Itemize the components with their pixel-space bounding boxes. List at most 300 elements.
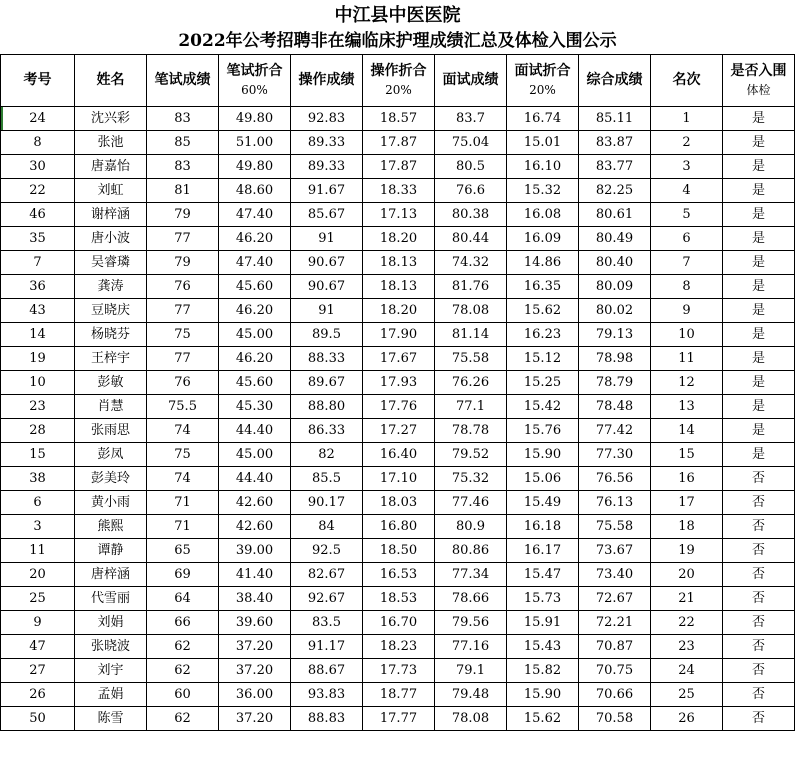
table-cell[interactable]: 76 bbox=[147, 275, 219, 299]
table-cell[interactable]: 80.86 bbox=[435, 539, 507, 563]
table-cell[interactable]: 45.30 bbox=[219, 395, 291, 419]
table-cell[interactable]: 64 bbox=[147, 587, 219, 611]
table-cell[interactable]: 77 bbox=[147, 299, 219, 323]
table-cell[interactable]: 9 bbox=[1, 611, 75, 635]
column-header[interactable] bbox=[579, 55, 651, 107]
table-cell[interactable]: 36.00 bbox=[219, 683, 291, 707]
table-cell[interactable]: 88.80 bbox=[291, 395, 363, 419]
table-cell[interactable]: 彭敏 bbox=[75, 371, 147, 395]
table-cell[interactable]: 26 bbox=[1, 683, 75, 707]
table-cell[interactable]: 69 bbox=[147, 563, 219, 587]
table-cell[interactable]: 76.26 bbox=[435, 371, 507, 395]
table-cell[interactable]: 92.5 bbox=[291, 539, 363, 563]
table-cell[interactable]: 16.70 bbox=[363, 611, 435, 635]
table-cell[interactable]: 70.87 bbox=[579, 635, 651, 659]
table-cell[interactable]: 74.32 bbox=[435, 251, 507, 275]
table-cell[interactable]: 豆晓庆 bbox=[75, 299, 147, 323]
table-cell[interactable]: 90.67 bbox=[291, 275, 363, 299]
table-cell[interactable]: 是 bbox=[723, 419, 795, 443]
table-cell[interactable]: 77.46 bbox=[435, 491, 507, 515]
table-cell[interactable]: 16.10 bbox=[507, 155, 579, 179]
table-cell[interactable]: 77.16 bbox=[435, 635, 507, 659]
table-cell[interactable]: 83.77 bbox=[579, 155, 651, 179]
table-cell[interactable]: 代雪丽 bbox=[75, 587, 147, 611]
table-cell[interactable]: 49.80 bbox=[219, 107, 291, 131]
table-cell[interactable]: 2 bbox=[651, 131, 723, 155]
table-cell[interactable]: 18.53 bbox=[363, 587, 435, 611]
table-cell[interactable]: 19 bbox=[651, 539, 723, 563]
table-cell[interactable]: 45.60 bbox=[219, 371, 291, 395]
table-cell[interactable]: 18.13 bbox=[363, 251, 435, 275]
table-cell[interactable]: 45.00 bbox=[219, 323, 291, 347]
table-cell[interactable]: 72.21 bbox=[579, 611, 651, 635]
table-cell[interactable]: 10 bbox=[651, 323, 723, 347]
table-cell[interactable]: 彭美玲 bbox=[75, 467, 147, 491]
table-cell[interactable]: 78.08 bbox=[435, 707, 507, 731]
table-cell[interactable]: 79.52 bbox=[435, 443, 507, 467]
table-cell[interactable]: 20 bbox=[651, 563, 723, 587]
table-cell[interactable]: 77.1 bbox=[435, 395, 507, 419]
table-cell[interactable]: 80.44 bbox=[435, 227, 507, 251]
table-cell[interactable]: 84 bbox=[291, 515, 363, 539]
table-cell[interactable]: 7 bbox=[1, 251, 75, 275]
table-cell[interactable]: 15 bbox=[1, 443, 75, 467]
table-cell[interactable]: 47.40 bbox=[219, 203, 291, 227]
table-cell[interactable]: 15.47 bbox=[507, 563, 579, 587]
table-cell[interactable]: 15.90 bbox=[507, 443, 579, 467]
table-cell[interactable]: 83.7 bbox=[435, 107, 507, 131]
table-cell[interactable]: 25 bbox=[1, 587, 75, 611]
table-cell[interactable]: 85 bbox=[147, 131, 219, 155]
table-cell[interactable]: 18.13 bbox=[363, 275, 435, 299]
table-cell[interactable]: 14 bbox=[651, 419, 723, 443]
table-cell[interactable]: 92.83 bbox=[291, 107, 363, 131]
table-cell[interactable]: 17.93 bbox=[363, 371, 435, 395]
table-cell[interactable]: 是 bbox=[723, 227, 795, 251]
table-cell[interactable]: 46.20 bbox=[219, 299, 291, 323]
table-cell[interactable]: 75 bbox=[147, 323, 219, 347]
table-cell[interactable]: 42.60 bbox=[219, 491, 291, 515]
table-cell[interactable]: 81.76 bbox=[435, 275, 507, 299]
table-cell[interactable]: 24 bbox=[1, 107, 75, 131]
table-cell[interactable]: 8 bbox=[651, 275, 723, 299]
table-cell[interactable]: 73.40 bbox=[579, 563, 651, 587]
column-header[interactable] bbox=[219, 55, 291, 107]
table-cell[interactable]: 25 bbox=[651, 683, 723, 707]
table-cell[interactable]: 85.5 bbox=[291, 467, 363, 491]
table-cell[interactable]: 沈兴彩 bbox=[75, 107, 147, 131]
table-cell[interactable]: 17.90 bbox=[363, 323, 435, 347]
table-cell[interactable]: 75.32 bbox=[435, 467, 507, 491]
table-cell[interactable]: 15.82 bbox=[507, 659, 579, 683]
table-cell[interactable]: 15.06 bbox=[507, 467, 579, 491]
table-cell[interactable]: 76.6 bbox=[435, 179, 507, 203]
table-cell[interactable]: 86.33 bbox=[291, 419, 363, 443]
table-cell[interactable]: 39.00 bbox=[219, 539, 291, 563]
table-cell[interactable]: 是 bbox=[723, 131, 795, 155]
table-cell[interactable]: 62 bbox=[147, 707, 219, 731]
table-cell[interactable]: 85.67 bbox=[291, 203, 363, 227]
table-cell[interactable]: 79.56 bbox=[435, 611, 507, 635]
table-cell[interactable]: 47 bbox=[1, 635, 75, 659]
table-cell[interactable]: 是 bbox=[723, 443, 795, 467]
table-cell[interactable]: 89.67 bbox=[291, 371, 363, 395]
table-cell[interactable]: 27 bbox=[1, 659, 75, 683]
table-cell[interactable]: 12 bbox=[651, 371, 723, 395]
table-cell[interactable]: 11 bbox=[1, 539, 75, 563]
table-cell[interactable]: 38.40 bbox=[219, 587, 291, 611]
table-cell[interactable]: 70.75 bbox=[579, 659, 651, 683]
table-cell[interactable]: 80.38 bbox=[435, 203, 507, 227]
table-cell[interactable]: 吴睿璘 bbox=[75, 251, 147, 275]
table-cell[interactable]: 39.60 bbox=[219, 611, 291, 635]
table-cell[interactable]: 龚涛 bbox=[75, 275, 147, 299]
table-cell[interactable]: 82.25 bbox=[579, 179, 651, 203]
table-cell[interactable]: 83.87 bbox=[579, 131, 651, 155]
table-cell[interactable]: 7 bbox=[651, 251, 723, 275]
table-cell[interactable]: 16.74 bbox=[507, 107, 579, 131]
table-cell[interactable]: 15.62 bbox=[507, 299, 579, 323]
table-cell[interactable]: 17.67 bbox=[363, 347, 435, 371]
table-cell[interactable]: 9 bbox=[651, 299, 723, 323]
table-cell[interactable]: 16.40 bbox=[363, 443, 435, 467]
table-cell[interactable]: 15.32 bbox=[507, 179, 579, 203]
table-cell[interactable]: 否 bbox=[723, 659, 795, 683]
table-cell[interactable]: 74 bbox=[147, 419, 219, 443]
table-cell[interactable]: 16.23 bbox=[507, 323, 579, 347]
table-cell[interactable]: 否 bbox=[723, 539, 795, 563]
column-header[interactable] bbox=[291, 55, 363, 107]
table-cell[interactable]: 17 bbox=[651, 491, 723, 515]
table-cell[interactable]: 74 bbox=[147, 467, 219, 491]
table-cell[interactable]: 15.42 bbox=[507, 395, 579, 419]
table-cell[interactable]: 45.00 bbox=[219, 443, 291, 467]
table-cell[interactable]: 80.09 bbox=[579, 275, 651, 299]
table-cell[interactable]: 46.20 bbox=[219, 227, 291, 251]
table-cell[interactable]: 77.42 bbox=[579, 419, 651, 443]
table-cell[interactable]: 90.67 bbox=[291, 251, 363, 275]
table-cell[interactable]: 15.43 bbox=[507, 635, 579, 659]
table-cell[interactable]: 是 bbox=[723, 179, 795, 203]
column-header[interactable] bbox=[435, 55, 507, 107]
table-cell[interactable]: 35 bbox=[1, 227, 75, 251]
table-cell[interactable]: 77.30 bbox=[579, 443, 651, 467]
table-cell[interactable]: 73.67 bbox=[579, 539, 651, 563]
table-cell[interactable]: 6 bbox=[1, 491, 75, 515]
table-cell[interactable]: 18.23 bbox=[363, 635, 435, 659]
table-cell[interactable]: 47.40 bbox=[219, 251, 291, 275]
table-cell[interactable]: 16.80 bbox=[363, 515, 435, 539]
table-cell[interactable]: 17.76 bbox=[363, 395, 435, 419]
table-cell[interactable]: 是 bbox=[723, 203, 795, 227]
column-header[interactable] bbox=[651, 55, 723, 107]
table-cell[interactable]: 17.77 bbox=[363, 707, 435, 731]
table-cell[interactable]: 82 bbox=[291, 443, 363, 467]
table-cell[interactable]: 41.40 bbox=[219, 563, 291, 587]
table-cell[interactable]: 49.80 bbox=[219, 155, 291, 179]
table-cell[interactable]: 83 bbox=[147, 107, 219, 131]
table-cell[interactable]: 78.98 bbox=[579, 347, 651, 371]
table-cell[interactable]: 62 bbox=[147, 635, 219, 659]
table-cell[interactable]: 75 bbox=[147, 443, 219, 467]
table-cell[interactable]: 15.49 bbox=[507, 491, 579, 515]
table-cell[interactable]: 15.91 bbox=[507, 611, 579, 635]
table-cell[interactable]: 刘娟 bbox=[75, 611, 147, 635]
table-cell[interactable]: 10 bbox=[1, 371, 75, 395]
table-cell[interactable]: 37.20 bbox=[219, 659, 291, 683]
table-cell[interactable]: 15.73 bbox=[507, 587, 579, 611]
table-cell[interactable]: 王梓宇 bbox=[75, 347, 147, 371]
table-cell[interactable]: 26 bbox=[651, 707, 723, 731]
table-cell[interactable]: 78.48 bbox=[579, 395, 651, 419]
table-cell[interactable]: 是 bbox=[723, 299, 795, 323]
table-cell[interactable]: 22 bbox=[651, 611, 723, 635]
table-cell[interactable]: 谢梓涵 bbox=[75, 203, 147, 227]
table-cell[interactable]: 否 bbox=[723, 707, 795, 731]
table-cell[interactable]: 18.50 bbox=[363, 539, 435, 563]
table-cell[interactable]: 17.87 bbox=[363, 155, 435, 179]
table-cell[interactable]: 36 bbox=[1, 275, 75, 299]
column-header[interactable] bbox=[147, 55, 219, 107]
table-cell[interactable]: 6 bbox=[651, 227, 723, 251]
table-cell[interactable]: 17.73 bbox=[363, 659, 435, 683]
table-cell[interactable]: 4 bbox=[651, 179, 723, 203]
table-cell[interactable]: 张池 bbox=[75, 131, 147, 155]
table-cell[interactable]: 18.57 bbox=[363, 107, 435, 131]
table-cell[interactable]: 91.17 bbox=[291, 635, 363, 659]
table-cell[interactable]: 否 bbox=[723, 587, 795, 611]
table-cell[interactable]: 15.62 bbox=[507, 707, 579, 731]
table-cell[interactable]: 89.5 bbox=[291, 323, 363, 347]
table-cell[interactable]: 30 bbox=[1, 155, 75, 179]
table-cell[interactable]: 77 bbox=[147, 347, 219, 371]
table-cell[interactable]: 14.86 bbox=[507, 251, 579, 275]
table-cell[interactable]: 20 bbox=[1, 563, 75, 587]
table-cell[interactable]: 17.27 bbox=[363, 419, 435, 443]
table-cell[interactable]: 66 bbox=[147, 611, 219, 635]
table-cell[interactable]: 孟娟 bbox=[75, 683, 147, 707]
table-cell[interactable]: 88.67 bbox=[291, 659, 363, 683]
table-cell[interactable]: 83 bbox=[147, 155, 219, 179]
table-cell[interactable]: 谭静 bbox=[75, 539, 147, 563]
table-cell[interactable]: 是 bbox=[723, 371, 795, 395]
table-cell[interactable]: 89.33 bbox=[291, 155, 363, 179]
table-cell[interactable]: 45.60 bbox=[219, 275, 291, 299]
table-cell[interactable]: 陈雪 bbox=[75, 707, 147, 731]
table-cell[interactable]: 是 bbox=[723, 107, 795, 131]
column-header[interactable] bbox=[507, 55, 579, 107]
table-cell[interactable]: 37.20 bbox=[219, 635, 291, 659]
table-cell[interactable]: 81 bbox=[147, 179, 219, 203]
table-cell[interactable]: 1 bbox=[651, 107, 723, 131]
column-header[interactable] bbox=[363, 55, 435, 107]
table-cell[interactable]: 唐梓涵 bbox=[75, 563, 147, 587]
table-cell[interactable]: 3 bbox=[1, 515, 75, 539]
table-cell[interactable]: 37.20 bbox=[219, 707, 291, 731]
table-cell[interactable]: 16 bbox=[651, 467, 723, 491]
table-cell[interactable]: 82.67 bbox=[291, 563, 363, 587]
table-cell[interactable]: 80.02 bbox=[579, 299, 651, 323]
table-cell[interactable]: 76.56 bbox=[579, 467, 651, 491]
table-cell[interactable]: 黄小雨 bbox=[75, 491, 147, 515]
table-cell[interactable]: 83.5 bbox=[291, 611, 363, 635]
table-cell[interactable]: 5 bbox=[651, 203, 723, 227]
table-cell[interactable]: 8 bbox=[1, 131, 75, 155]
table-cell[interactable]: 肖慧 bbox=[75, 395, 147, 419]
table-cell[interactable]: 75.04 bbox=[435, 131, 507, 155]
table-cell[interactable]: 77.34 bbox=[435, 563, 507, 587]
table-cell[interactable]: 93.83 bbox=[291, 683, 363, 707]
table-cell[interactable]: 91.67 bbox=[291, 179, 363, 203]
table-cell[interactable]: 91 bbox=[291, 227, 363, 251]
table-cell[interactable]: 90.17 bbox=[291, 491, 363, 515]
table-cell[interactable]: 15.12 bbox=[507, 347, 579, 371]
table-cell[interactable]: 否 bbox=[723, 683, 795, 707]
table-cell[interactable]: 否 bbox=[723, 491, 795, 515]
table-cell[interactable]: 28 bbox=[1, 419, 75, 443]
table-cell[interactable]: 89.33 bbox=[291, 131, 363, 155]
table-cell[interactable]: 80.5 bbox=[435, 155, 507, 179]
table-cell[interactable]: 3 bbox=[651, 155, 723, 179]
table-cell[interactable]: 张雨思 bbox=[75, 419, 147, 443]
table-cell[interactable]: 18.20 bbox=[363, 227, 435, 251]
table-cell[interactable]: 16.17 bbox=[507, 539, 579, 563]
column-header-label: 名次 bbox=[672, 72, 701, 88]
table-cell[interactable]: 21 bbox=[651, 587, 723, 611]
table-cell[interactable]: 是 bbox=[723, 275, 795, 299]
table-cell[interactable]: 78.79 bbox=[579, 371, 651, 395]
table-cell[interactable]: 15 bbox=[651, 443, 723, 467]
table-cell[interactable]: 否 bbox=[723, 515, 795, 539]
table-cell[interactable]: 是 bbox=[723, 251, 795, 275]
table-cell[interactable]: 16.09 bbox=[507, 227, 579, 251]
table-cell[interactable]: 92.67 bbox=[291, 587, 363, 611]
table-cell[interactable]: 熊熙 bbox=[75, 515, 147, 539]
table-cell[interactable]: 16.18 bbox=[507, 515, 579, 539]
table-cell[interactable]: 16.35 bbox=[507, 275, 579, 299]
table-cell[interactable]: 张晓波 bbox=[75, 635, 147, 659]
table-cell[interactable]: 75.58 bbox=[579, 515, 651, 539]
table-cell[interactable]: 刘虹 bbox=[75, 179, 147, 203]
table-cell[interactable]: 79 bbox=[147, 251, 219, 275]
table-cell[interactable]: 70.66 bbox=[579, 683, 651, 707]
table-cell[interactable]: 16.53 bbox=[363, 563, 435, 587]
table-cell[interactable]: 16.08 bbox=[507, 203, 579, 227]
table-cell[interactable]: 78.66 bbox=[435, 587, 507, 611]
table-cell[interactable]: 50 bbox=[1, 707, 75, 731]
column-header[interactable] bbox=[75, 55, 147, 107]
table-cell[interactable]: 80.61 bbox=[579, 203, 651, 227]
table-cell[interactable]: 22 bbox=[1, 179, 75, 203]
table-cell[interactable]: 75.58 bbox=[435, 347, 507, 371]
table-cell[interactable]: 是 bbox=[723, 323, 795, 347]
table-cell[interactable]: 62 bbox=[147, 659, 219, 683]
column-header[interactable] bbox=[723, 55, 795, 107]
table-cell[interactable]: 80.40 bbox=[579, 251, 651, 275]
table-cell[interactable]: 48.60 bbox=[219, 179, 291, 203]
table-cell[interactable]: 15.76 bbox=[507, 419, 579, 443]
table-cell[interactable]: 15.90 bbox=[507, 683, 579, 707]
table-cell[interactable]: 79.48 bbox=[435, 683, 507, 707]
table-cell[interactable]: 否 bbox=[723, 635, 795, 659]
column-header[interactable] bbox=[1, 55, 75, 107]
table-cell[interactable]: 80.9 bbox=[435, 515, 507, 539]
table-cell[interactable]: 77 bbox=[147, 227, 219, 251]
table-cell[interactable]: 13 bbox=[651, 395, 723, 419]
table-cell[interactable]: 是 bbox=[723, 395, 795, 419]
table-cell[interactable]: 38 bbox=[1, 467, 75, 491]
table-cell[interactable]: 88.33 bbox=[291, 347, 363, 371]
table-cell[interactable]: 17.10 bbox=[363, 467, 435, 491]
table-cell[interactable]: 76 bbox=[147, 371, 219, 395]
table-cell[interactable]: 18.03 bbox=[363, 491, 435, 515]
table-cell[interactable]: 91 bbox=[291, 299, 363, 323]
table-cell[interactable]: 17.13 bbox=[363, 203, 435, 227]
table-cell[interactable]: 刘宇 bbox=[75, 659, 147, 683]
table-cell[interactable]: 79.13 bbox=[579, 323, 651, 347]
table-cell[interactable]: 42.60 bbox=[219, 515, 291, 539]
table-cell[interactable]: 18.77 bbox=[363, 683, 435, 707]
table-cell[interactable]: 是 bbox=[723, 155, 795, 179]
table-cell[interactable]: 唐小波 bbox=[75, 227, 147, 251]
table-cell[interactable]: 79.1 bbox=[435, 659, 507, 683]
table-cell[interactable]: 72.67 bbox=[579, 587, 651, 611]
table-cell[interactable]: 11 bbox=[651, 347, 723, 371]
table-cell[interactable]: 否 bbox=[723, 611, 795, 635]
table-cell[interactable]: 是 bbox=[723, 347, 795, 371]
table-cell[interactable]: 70.58 bbox=[579, 707, 651, 731]
table-cell[interactable]: 14 bbox=[1, 323, 75, 347]
table-row bbox=[1, 683, 795, 707]
table-cell[interactable]: 15.01 bbox=[507, 131, 579, 155]
table-cell[interactable]: 80.49 bbox=[579, 227, 651, 251]
table-cell[interactable]: 88.83 bbox=[291, 707, 363, 731]
table-cell[interactable]: 43 bbox=[1, 299, 75, 323]
table-cell[interactable]: 否 bbox=[723, 467, 795, 491]
table-cell[interactable]: 19 bbox=[1, 347, 75, 371]
table-cell[interactable]: 79 bbox=[147, 203, 219, 227]
table-cell[interactable]: 81.14 bbox=[435, 323, 507, 347]
table-cell[interactable]: 78.08 bbox=[435, 299, 507, 323]
table-cell[interactable]: 否 bbox=[723, 563, 795, 587]
table-cell[interactable]: 18 bbox=[651, 515, 723, 539]
table-cell[interactable]: 46.20 bbox=[219, 347, 291, 371]
table-cell[interactable]: 15.25 bbox=[507, 371, 579, 395]
table-cell[interactable]: 44.40 bbox=[219, 419, 291, 443]
table-cell[interactable]: 杨晓芬 bbox=[75, 323, 147, 347]
table-cell[interactable]: 78.78 bbox=[435, 419, 507, 443]
table-cell[interactable]: 46 bbox=[1, 203, 75, 227]
table-cell[interactable]: 18.33 bbox=[363, 179, 435, 203]
table-cell[interactable]: 唐嘉怡 bbox=[75, 155, 147, 179]
table-cell[interactable]: 60 bbox=[147, 683, 219, 707]
table-cell[interactable]: 17.87 bbox=[363, 131, 435, 155]
table-cell[interactable]: 23 bbox=[1, 395, 75, 419]
table-cell[interactable]: 51.00 bbox=[219, 131, 291, 155]
table-row bbox=[1, 371, 795, 395]
table-cell[interactable]: 71 bbox=[147, 491, 219, 515]
table-cell[interactable]: 23 bbox=[651, 635, 723, 659]
table-cell[interactable]: 76.13 bbox=[579, 491, 651, 515]
table-cell[interactable]: 71 bbox=[147, 515, 219, 539]
table-cell[interactable]: 44.40 bbox=[219, 467, 291, 491]
table-cell[interactable]: 18.20 bbox=[363, 299, 435, 323]
table-cell[interactable]: 85.11 bbox=[579, 107, 651, 131]
table-cell[interactable]: 65 bbox=[147, 539, 219, 563]
table-cell[interactable]: 75.5 bbox=[147, 395, 219, 419]
table-cell[interactable]: 彭凤 bbox=[75, 443, 147, 467]
table-cell[interactable]: 24 bbox=[651, 659, 723, 683]
